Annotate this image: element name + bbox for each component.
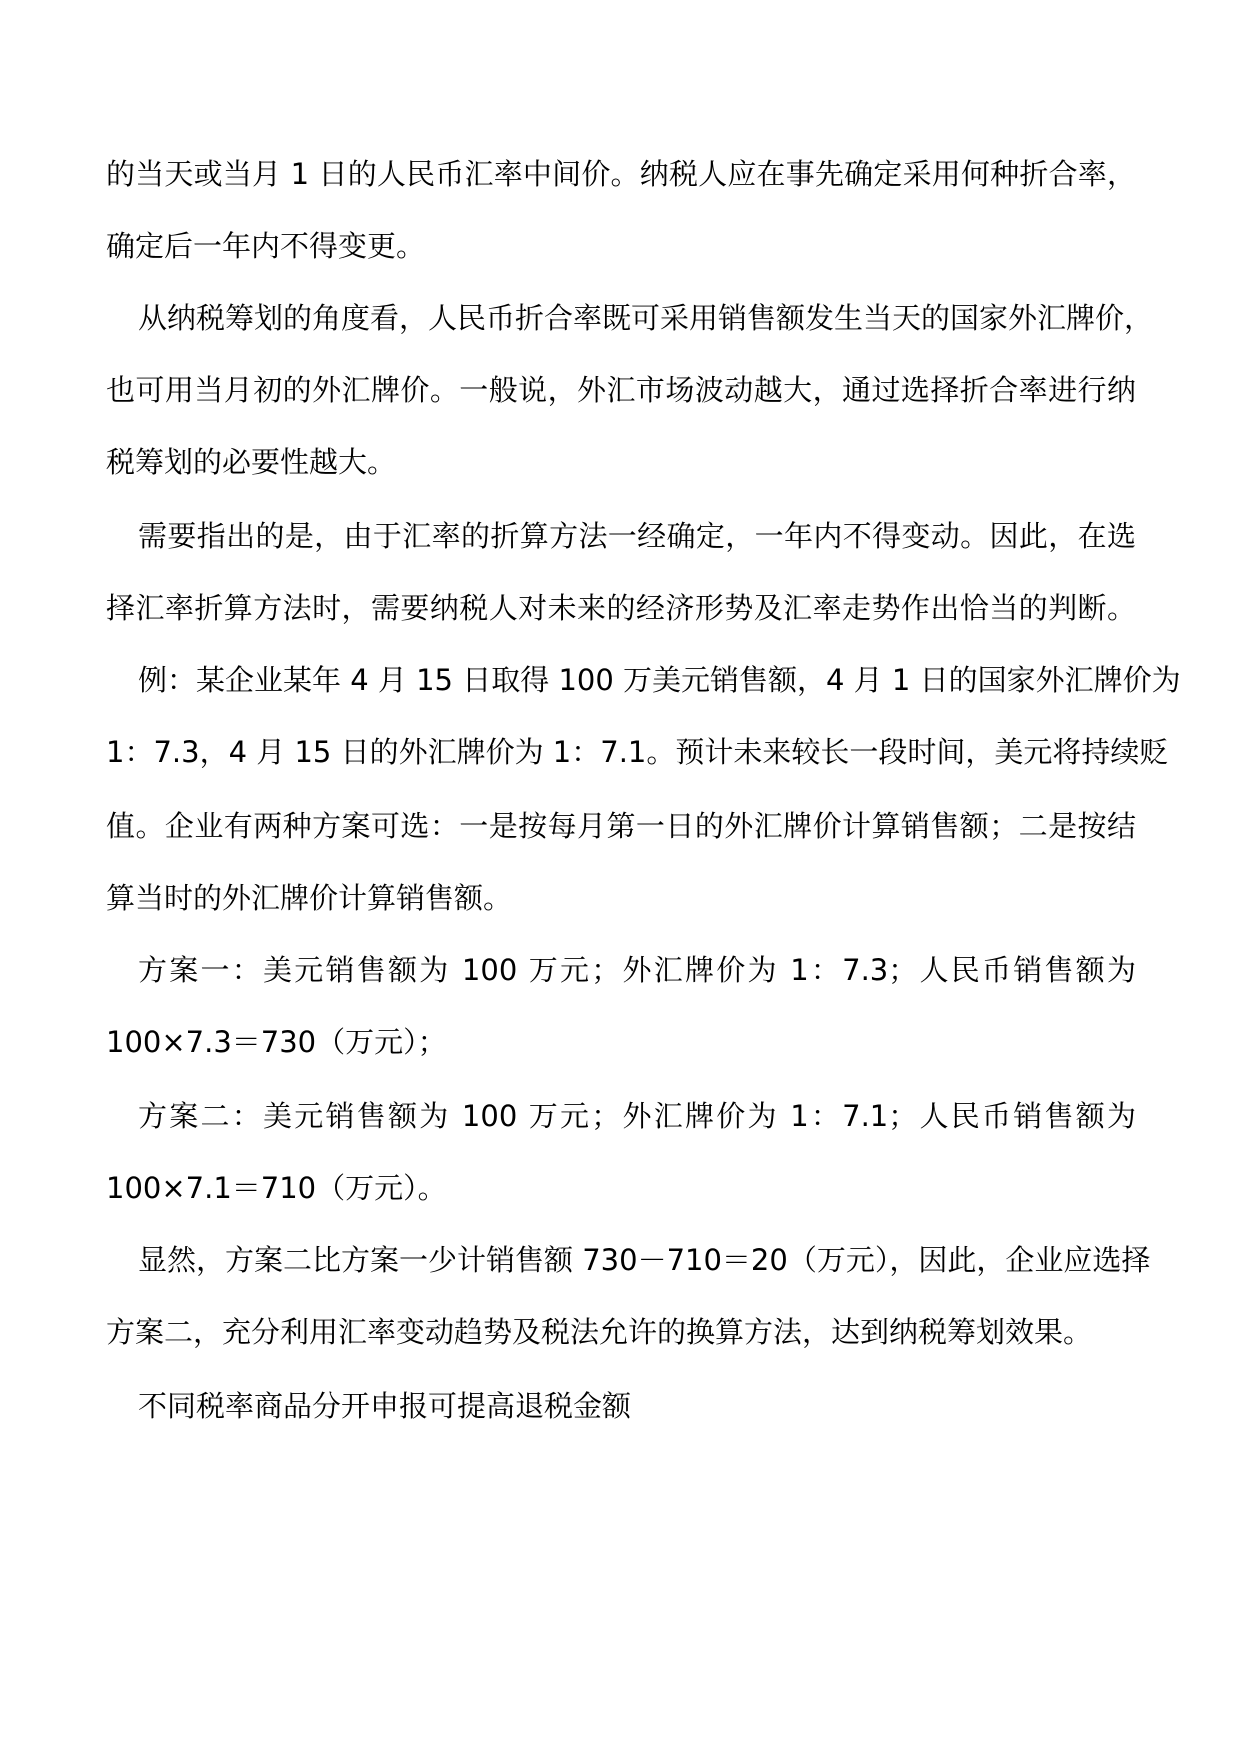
paragraph-line: 择汇率折算方法时，需要纳税人对未来的经济形势及汇率走势作出恰当的判断。 bbox=[106, 591, 1136, 625]
paragraph-line: 方案二，充分利用汇率变动趋势及税法允许的换算方法，达到纳税筹划效果。 bbox=[106, 1315, 1093, 1349]
paragraph-line: 方案一：美元销售额为 100 万元；外汇牌价为 1：7.3；人民币销售额为 bbox=[138, 953, 1136, 987]
paragraph-line: 的当天或当月 1 日的人民币汇率中间价。纳税人应在事先确定采用何种折合率， bbox=[106, 157, 1136, 191]
paragraph-line: 值。企业有两种方案可选：一是按每月第一日的外汇牌价计算销售额；二是按结 bbox=[106, 809, 1136, 843]
paragraph-line: 确定后一年内不得变更。 bbox=[106, 229, 426, 263]
paragraph-line: 也可用当月初的外汇牌价。一般说，外汇市场波动越大，通过选择折合率进行纳 bbox=[106, 373, 1136, 407]
paragraph-line: 从纳税筹划的角度看，人民币折合率既可采用销售额发生当天的国家外汇牌价， bbox=[138, 301, 1154, 335]
paragraph-line: 100×7.1＝710（万元）。 bbox=[106, 1171, 447, 1205]
paragraph-line: 1：7.3，4 月 15 日的外汇牌价为 1：7.1。预计未来较长一段时间，美元将持续贬 bbox=[106, 735, 1169, 769]
paragraph-line: 税筹划的必要性越大。 bbox=[106, 445, 397, 479]
paragraph-line: 需要指出的是，由于汇率的折算方法一经确定，一年内不得变动。因此，在选 bbox=[138, 519, 1136, 553]
paragraph-line: 例：某企业某年 4 月 15 日取得 100 万美元销售额，4 月 1 日的国家外汇牌价为 bbox=[138, 663, 1181, 697]
section-heading: 不同税率商品分开申报可提高退税金额 bbox=[138, 1389, 632, 1423]
paragraph-line: 方案二：美元销售额为 100 万元；外汇牌价为 1：7.1；人民币销售额为 bbox=[138, 1099, 1136, 1133]
paragraph-line: 算当时的外汇牌价计算销售额。 bbox=[106, 881, 513, 915]
paragraph-line: 显然，方案二比方案一少计销售额 730－710＝20（万元），因此，企业应选择 bbox=[138, 1243, 1151, 1277]
paragraph-line: 100×7.3＝730（万元）； bbox=[106, 1025, 447, 1059]
